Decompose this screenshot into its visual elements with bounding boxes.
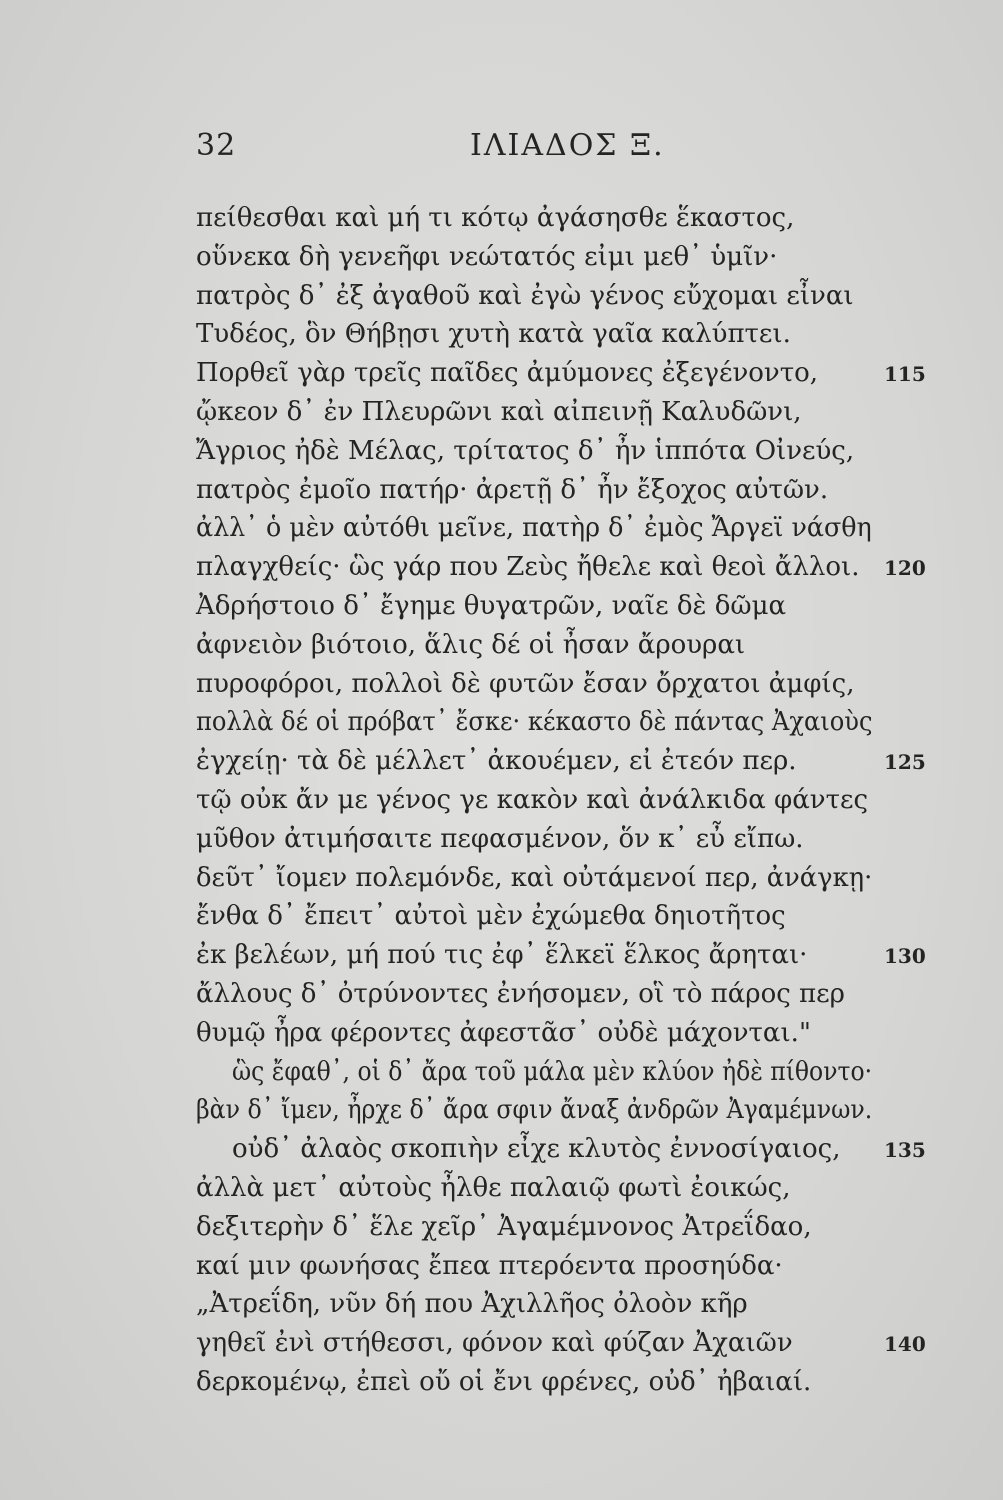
verse-line bbox=[0, 237, 1003, 276]
verse-line-text: ἀφνειὸν βιότοιο, ἅλις δέ οἱ ἦσαν ἄρουραι bbox=[196, 629, 746, 660]
verse-line-text: Τυδέος, ὃν Θήβῃσι χυτὴ κατὰ γαῖα καλύπτει. bbox=[196, 319, 791, 350]
verse-line bbox=[0, 470, 1003, 509]
verse-line-text: μῦθον ἀτιμήσαιτε πεφασμένον, ὅν κ᾽ εὖ εἴπω. bbox=[196, 823, 804, 854]
verse-line bbox=[0, 780, 1003, 819]
line-number: 125 bbox=[884, 750, 926, 775]
verse-line-text: θυμῷ ἦρα φέροντες ἀφεστᾶσ᾽ οὐδὲ μάχονται." bbox=[196, 1017, 811, 1048]
verse-line bbox=[0, 431, 1003, 470]
verse-line bbox=[0, 1013, 1003, 1052]
verse-line bbox=[0, 702, 1003, 741]
verse-line bbox=[0, 1052, 1003, 1091]
verse-line-text: „Ἀτρεΐδη, νῦν δή που Ἀχιλλῆος ὀλοὸν κῆρ bbox=[196, 1289, 748, 1320]
verse-line bbox=[0, 1090, 1003, 1129]
running-head-title: ΙΛΙΑΔΟΣ Ξ. bbox=[470, 128, 665, 163]
verse-text-block bbox=[0, 198, 1003, 1401]
line-number: 115 bbox=[884, 362, 926, 387]
line-number: 135 bbox=[884, 1138, 926, 1163]
verse-line bbox=[0, 392, 1003, 431]
verse-line bbox=[0, 974, 1003, 1013]
verse-line-text: πλαγχθείς· ὣς γάρ που Ζεὺς ἤθελε καὶ θεοὶ ἄλλοι. bbox=[196, 552, 860, 583]
line-number: 120 bbox=[884, 556, 926, 581]
verse-line-text: οὕνεκα δὴ γενεῆφι νεώτατός εἰμι μεθ᾽ ὑμῖν· bbox=[196, 241, 778, 272]
verse-line bbox=[0, 198, 1003, 237]
verse-line bbox=[0, 819, 1003, 858]
page-number: 32 bbox=[196, 128, 237, 163]
verse-line bbox=[0, 858, 1003, 897]
verse-line-text: δερκομένῳ, ἐπεὶ οὔ οἱ ἔνι φρένες, οὐδ᾽ ἠβαιαί. bbox=[196, 1366, 812, 1397]
verse-line bbox=[0, 1323, 1003, 1362]
line-number: 140 bbox=[884, 1332, 926, 1357]
verse-line-text: τῷ οὐκ ἄν με γένος γε κακὸν καὶ ἀνάλκιδα φάντες bbox=[196, 784, 869, 815]
verse-line-text: Ἀδρήστοιο δ᾽ ἔγημε θυγατρῶν, ναῖε δὲ δῶμα bbox=[196, 590, 787, 621]
verse-line bbox=[0, 508, 1003, 547]
verse-line-text: ἔνθα δ᾽ ἔπειτ᾽ αὐτοὶ μὲν ἐχώμεθα δηιοτῆτος bbox=[196, 901, 786, 932]
verse-line-text: πολλὰ δέ οἱ πρόβατ᾽ ἔσκε· κέκαστο δὲ πάντας Ἀχαιοὺς bbox=[196, 707, 873, 738]
line-number: 130 bbox=[884, 944, 926, 969]
verse-line bbox=[0, 586, 1003, 625]
verse-line bbox=[0, 896, 1003, 935]
verse-line bbox=[0, 664, 1003, 703]
verse-line-text: Ἄγριος ἠδὲ Μέλας, τρίτατος δ᾽ ἦν ἱππότα Οἰνεύς, bbox=[196, 435, 855, 466]
verse-line bbox=[0, 353, 1003, 392]
verse-line bbox=[0, 1207, 1003, 1246]
verse-line-text: οὐδ᾽ ἀλαὸς σκοπιὴν εἶχε κλυτὸς ἐννοσίγαιος, bbox=[232, 1134, 841, 1165]
verse-line-text: ᾤκεον δ᾽ ἐν Πλευρῶνι καὶ αἰπεινῇ Καλυδῶνι, bbox=[196, 396, 802, 427]
verse-line-text: πατρὸς ἐμοῖο πατήρ· ἀρετῇ δ᾽ ἦν ἔξοχος αὐτῶν. bbox=[196, 474, 829, 505]
verse-line bbox=[0, 276, 1003, 315]
verse-line-text: ὣς ἔφαθ᾽, οἱ δ᾽ ἄρα τοῦ μάλα μὲν κλύον ἠδὲ πίθοντο· bbox=[232, 1056, 873, 1087]
verse-line-text: ἐγχείῃ· τὰ δὲ μέλλετ᾽ ἀκουέμεν, εἰ ἐτεόν περ. bbox=[196, 746, 797, 777]
verse-line-text: πατρὸς δ᾽ ἐξ ἀγαθοῦ καὶ ἐγὼ γένος εὔχομαι εἶναι bbox=[196, 280, 854, 311]
verse-line bbox=[0, 314, 1003, 353]
verse-line-text: πυροφόροι, πολλοὶ δὲ φυτῶν ἔσαν ὄρχατοι ἀμφίς, bbox=[196, 668, 855, 699]
verse-line bbox=[0, 1168, 1003, 1207]
verse-line bbox=[0, 1284, 1003, 1323]
verse-line-text: ἐκ βελέων, μή πού τις ἐφ᾽ ἕλκεϊ ἕλκος ἄρηται· bbox=[196, 940, 808, 971]
verse-line-text: βὰν δ᾽ ἴμεν, ἦρχε δ᾽ ἄρα σφιν ἄναξ ἀνδρῶν Ἀγαμέμνων. bbox=[196, 1095, 873, 1126]
verse-line-text: ἀλλ᾽ ὁ μὲν αὐτόθι μεῖνε, πατὴρ δ᾽ ἐμὸς Ἄργεϊ νάσθη bbox=[196, 513, 872, 544]
page-header bbox=[0, 128, 1003, 168]
verse-line-text: ἀλλὰ μετ᾽ αὐτοὺς ἦλθε παλαιῷ φωτὶ ἐοικώς, bbox=[196, 1172, 791, 1203]
verse-line bbox=[0, 547, 1003, 586]
verse-line-text: πείθεσθαι καὶ μή τι κότῳ ἀγάσησθε ἕκαστος, bbox=[196, 203, 795, 233]
verse-line bbox=[0, 1129, 1003, 1168]
verse-line bbox=[0, 935, 1003, 974]
verse-line-text: δεξιτερὴν δ᾽ ἕλε χεῖρ᾽ Ἀγαμέμνονος Ἀτρεΐδαο, bbox=[196, 1211, 812, 1242]
verse-line bbox=[0, 1246, 1003, 1285]
verse-line-text: ἄλλους δ᾽ ὀτρύνοντες ἐνήσομεν, οἳ τὸ πάρος περ bbox=[196, 978, 845, 1009]
verse-line-text: καί μιν φωνήσας ἔπεα πτερόεντα προσηύδα· bbox=[196, 1250, 783, 1281]
verse-line bbox=[0, 741, 1003, 780]
verse-line-text: δεῦτ᾽ ἴομεν πολεμόνδε, καὶ οὐτάμενοί περ, ἀνάγκῃ· bbox=[196, 862, 873, 893]
verse-line bbox=[0, 1362, 1003, 1401]
verse-line bbox=[0, 625, 1003, 664]
verse-line-text: Πορθεῖ γὰρ τρεῖς παῖδες ἀμύμονες ἐξεγένοντο, bbox=[196, 358, 819, 389]
verse-line-text: γηθεῖ ἐνὶ στήθεσσι, φόνον καὶ φύζαν Ἀχαιῶν bbox=[196, 1328, 793, 1359]
